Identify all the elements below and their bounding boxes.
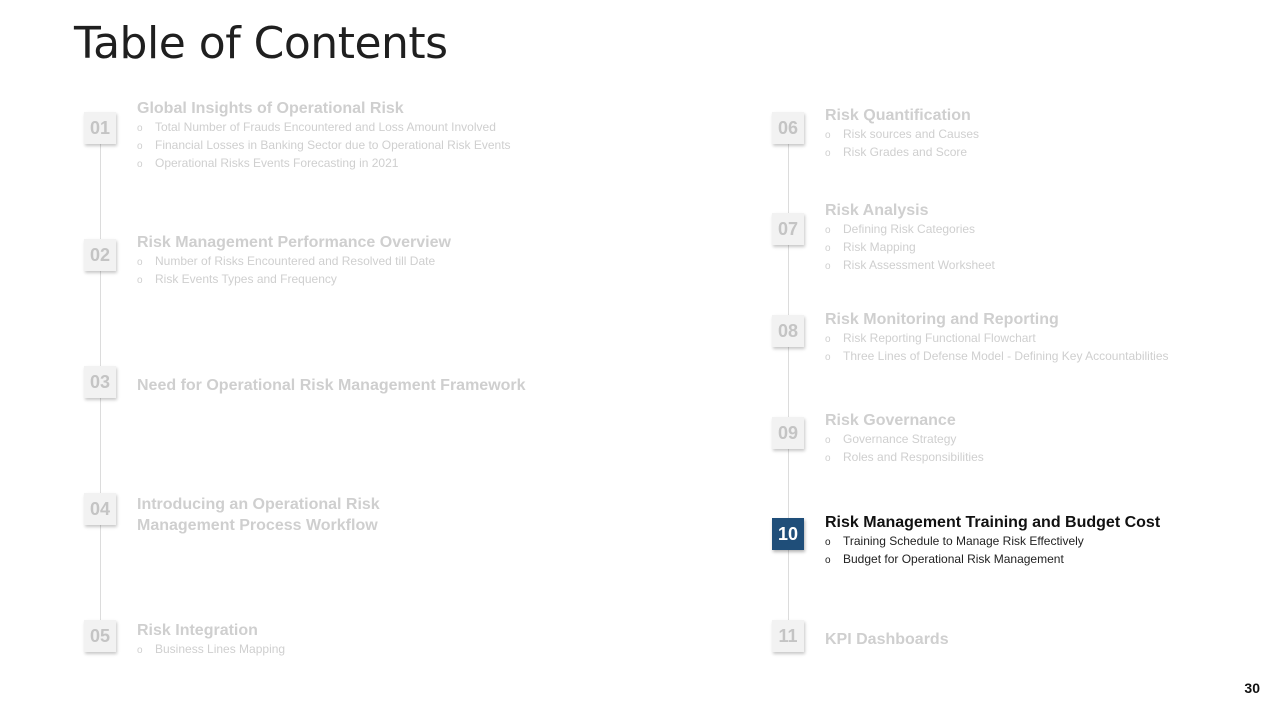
toc-heading: Risk Governance [825, 412, 956, 429]
bullet-glyph: o [137, 141, 143, 152]
bullet-glyph: o [825, 334, 831, 345]
right-timeline-line [788, 128, 789, 636]
toc-bullet: o Risk sources and Causes [825, 126, 979, 144]
toc-item-04[interactable] [137, 494, 380, 536]
section-number-05[interactable]: 05 [84, 620, 116, 652]
page-number: 30 [1244, 680, 1260, 696]
toc-bullet: o Risk Events Types and Frequency [137, 271, 451, 289]
bullet-glyph: o [825, 243, 831, 254]
toc-bullet: o Defining Risk Categories [825, 221, 995, 239]
section-number-11[interactable]: 11 [772, 620, 804, 652]
section-number-07[interactable]: 07 [772, 213, 804, 245]
toc-heading-line-1: Introducing an Operational Risk [137, 496, 380, 513]
toc-item-03[interactable] [137, 375, 526, 396]
bullet-glyph: o [825, 453, 831, 464]
bullet-glyph: o [825, 148, 831, 159]
toc-heading-line-2: Management Process Workflow [137, 517, 378, 534]
toc-item-05[interactable] [137, 620, 285, 659]
toc-bullet: o Risk Mapping [825, 239, 995, 257]
bullet-glyph: o [137, 159, 143, 170]
toc-heading: Risk Management Performance Overview [137, 234, 451, 251]
bullet-glyph: o [825, 555, 831, 566]
toc-item-08[interactable] [825, 309, 1169, 366]
section-number-02[interactable]: 02 [84, 239, 116, 271]
bullet-glyph: o [825, 261, 831, 272]
toc-item-02[interactable] [137, 232, 451, 289]
toc-bullet: o Risk Grades and Score [825, 144, 979, 162]
toc-bullet: o Training Schedule to Manage Risk Effectively [825, 533, 1160, 551]
bullet-glyph: o [825, 435, 831, 446]
section-number-10-active[interactable]: 10 [772, 518, 804, 550]
toc-bullet: o Budget for Operational Risk Management [825, 551, 1160, 569]
toc-item-10[interactable] [825, 512, 1160, 569]
toc-heading: Risk Management Training and Budget Cost [825, 514, 1161, 531]
bullet-glyph: o [137, 275, 143, 286]
toc-item-06[interactable] [825, 105, 979, 162]
toc-heading: Risk Monitoring and Reporting [825, 311, 1059, 328]
section-number-08[interactable]: 08 [772, 315, 804, 347]
bullet-glyph: o [825, 352, 831, 363]
page-title: Table of Contents [74, 18, 448, 69]
toc-item-01[interactable] [137, 98, 511, 173]
toc-bullet: o Financial Losses in Banking Sector due to Operational Risk Events [137, 137, 511, 155]
toc-item-11[interactable] [825, 629, 949, 650]
section-number-09[interactable]: 09 [772, 417, 804, 449]
toc-heading: KPI Dashboards [825, 631, 949, 648]
bullet-glyph: o [137, 123, 143, 134]
toc-heading: Risk Analysis [825, 202, 929, 219]
bullet-glyph: o [825, 130, 831, 141]
toc-heading: Risk Quantification [825, 107, 971, 124]
bullet-glyph: o [137, 257, 143, 268]
toc-heading: Need for Operational Risk Management Framework [137, 377, 526, 394]
section-number-06[interactable]: 06 [772, 112, 804, 144]
bullet-glyph: o [137, 645, 143, 656]
toc-bullet: o Risk Reporting Functional Flowchart [825, 330, 1169, 348]
toc-bullet: o Total Number of Frauds Encountered and Loss Amount Involved [137, 119, 511, 137]
section-number-04[interactable]: 04 [84, 493, 116, 525]
toc-bullet: o Operational Risks Events Forecasting in 2021 [137, 155, 511, 173]
toc-bullet: o Business Lines Mapping [137, 641, 285, 659]
toc-item-09[interactable] [825, 410, 984, 467]
toc-heading: Risk Integration [137, 622, 258, 639]
section-number-03[interactable]: 03 [84, 366, 116, 398]
toc-item-07[interactable] [825, 200, 995, 275]
section-number-01[interactable]: 01 [84, 112, 116, 144]
bullet-glyph: o [825, 225, 831, 236]
toc-heading: Global Insights of Operational Risk [137, 100, 404, 117]
toc-bullet: o Roles and Responsibilities [825, 449, 984, 467]
toc-bullet: o Governance Strategy [825, 431, 984, 449]
toc-bullet: o Risk Assessment Worksheet [825, 257, 995, 275]
toc-bullet: o Three Lines of Defense Model - Defining Key Accountabilities [825, 348, 1169, 366]
bullet-glyph: o [825, 537, 831, 548]
toc-bullet: o Number of Risks Encountered and Resolved till Date [137, 253, 451, 271]
